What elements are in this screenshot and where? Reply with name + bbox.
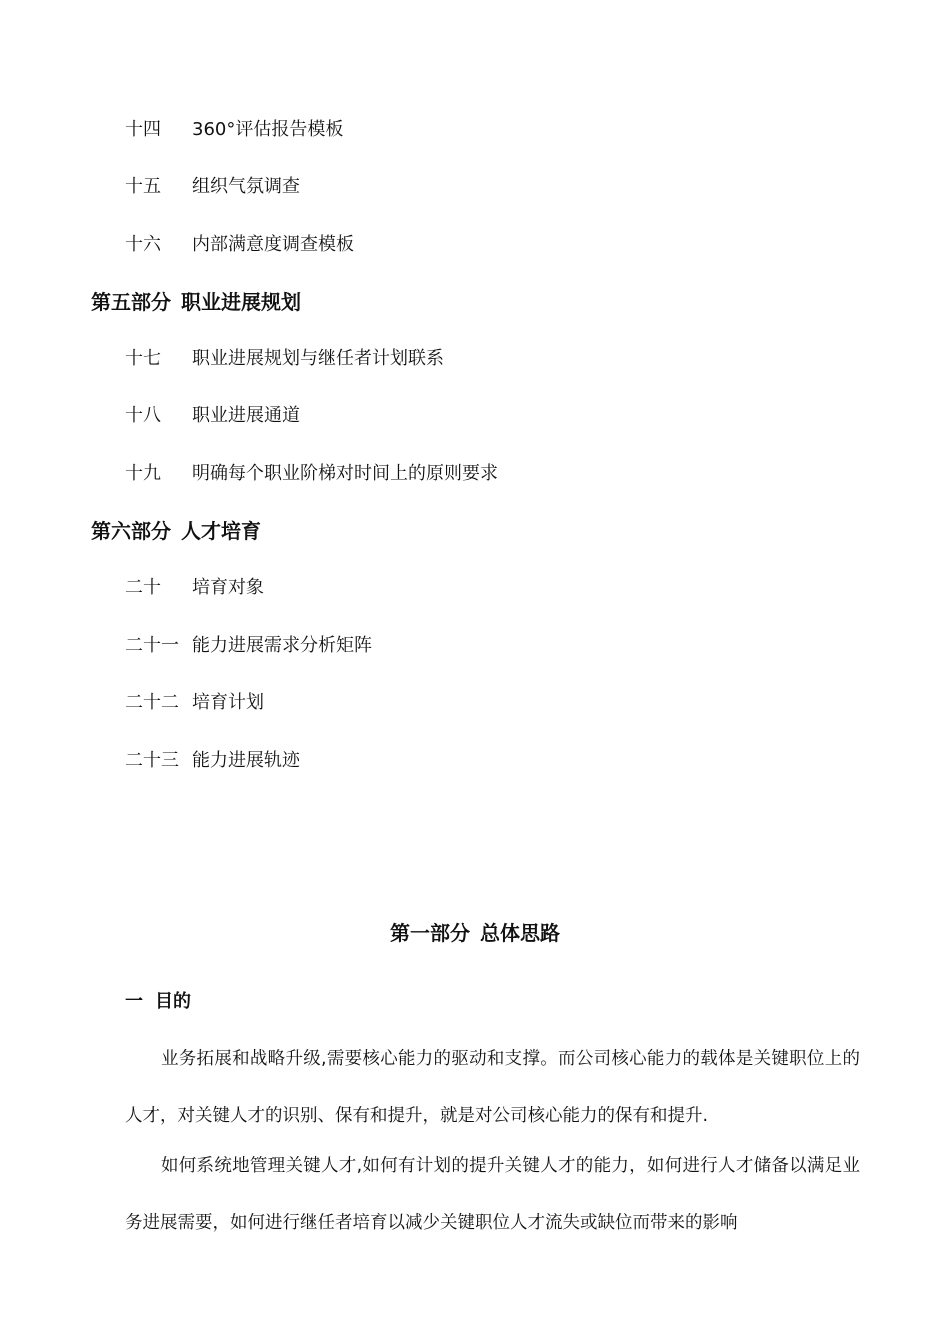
toc-item-number: 二十一 bbox=[125, 635, 179, 656]
part-label: 第五部分 bbox=[91, 290, 171, 314]
part-heading-6 bbox=[91, 518, 261, 544]
toc-item-text: 培育计划 bbox=[192, 692, 264, 713]
body-paragraph: 业务拓展和战略升级,需要核心能力的驱动和支撑。而公司核心能力的载体是关键职位上的人才，对关键人才的识别、保有和提升，就是对公司核心能力的保有和提升. bbox=[125, 1049, 860, 1126]
toc-item-number: 十六 bbox=[125, 234, 161, 255]
toc-item-text: 能力进展需求分析矩阵 bbox=[192, 635, 372, 656]
toc-item-text: 组织气氛调查 bbox=[192, 176, 300, 197]
toc-item-number: 十四 bbox=[125, 119, 161, 140]
toc-item bbox=[125, 634, 372, 658]
toc-item bbox=[125, 462, 498, 486]
toc-item bbox=[125, 749, 300, 773]
toc-item bbox=[125, 175, 300, 199]
part-label: 第六部分 bbox=[91, 519, 171, 543]
toc-item bbox=[125, 118, 343, 142]
section-title bbox=[0, 920, 950, 946]
toc-item-number: 二十 bbox=[125, 577, 161, 598]
toc-item-number: 十八 bbox=[125, 405, 161, 426]
toc-item-text: 职业进展规划与继任者计划联系 bbox=[192, 348, 444, 369]
subsection-heading bbox=[125, 990, 191, 1014]
toc-item-text: 职业进展通道 bbox=[192, 405, 300, 426]
toc-item bbox=[125, 404, 300, 428]
section-label: 第一部分 bbox=[390, 921, 470, 945]
toc-item-number: 二十三 bbox=[125, 750, 179, 771]
section-title-text: 总体思路 bbox=[480, 921, 560, 945]
toc-item-number: 十五 bbox=[125, 176, 161, 197]
toc-item bbox=[125, 233, 354, 257]
toc-item-text: 能力进展轨迹 bbox=[192, 750, 300, 771]
toc-item-text: 培育对象 bbox=[192, 577, 264, 598]
toc-item-text: 360°评估报告模板 bbox=[192, 119, 344, 140]
part-heading-5 bbox=[91, 289, 301, 315]
toc-item-number: 十九 bbox=[125, 463, 161, 484]
part-title: 人才培育 bbox=[181, 519, 261, 543]
body-paragraph: 如何系统地管理关键人才,如何有计划的提升关键人才的能力，如何进行人才储备以满足业务进展需要，如何进行继任者培育以减少关键职位人才流失或缺位而带来的影响 bbox=[125, 1156, 860, 1233]
toc-item-number: 二十二 bbox=[125, 692, 179, 713]
toc-item bbox=[125, 691, 264, 715]
toc-item-text: 内部满意度调查模板 bbox=[192, 234, 354, 255]
toc-item-text: 明确每个职业阶梯对时间上的原则要求 bbox=[192, 463, 498, 484]
subsection-number: 一 bbox=[125, 991, 143, 1012]
toc-item-number: 十七 bbox=[125, 348, 161, 369]
toc-item bbox=[125, 347, 444, 371]
subsection-title: 目的 bbox=[155, 991, 191, 1012]
toc-item bbox=[125, 576, 264, 600]
part-title: 职业进展规划 bbox=[181, 290, 301, 314]
